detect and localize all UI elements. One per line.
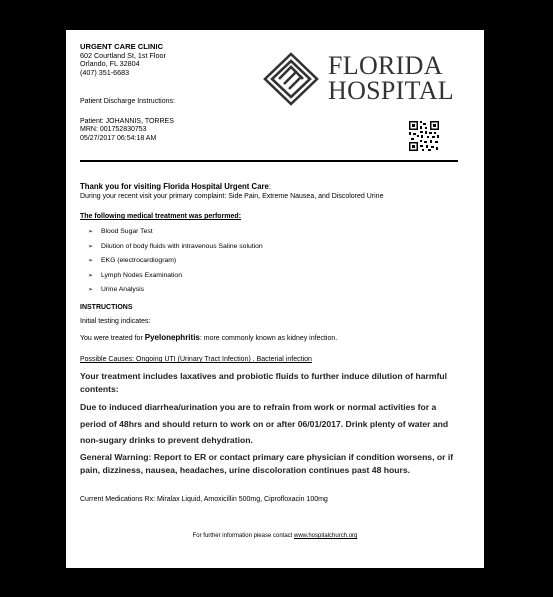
footer [66,533,484,539]
clinic-address-line2: Orlando, FL 32804 [80,59,140,69]
primary-complaint: During your recent visit your primary complaint: Side Pain, Extreme Nausea, and Discolored Urine [80,193,384,200]
diagnosis-line [80,333,337,342]
logo-line-florida: FLORIDA [328,51,443,80]
treatment-label: Urine Analysis [101,286,145,294]
hospital-logo-icon [262,51,320,107]
footer-link[interactable]: www.hospitalchurch.org [294,533,358,539]
possible-causes: Possible Causes: Ongoing UTI (Urinary Tract Infection) . Bacterial infection [80,356,312,363]
patient-mrn: MRN: 001752830753 [80,126,147,134]
discharge-title: Patient Discharge Instructions: [80,98,175,105]
logo-line-hospital: HOSPITAL [328,76,454,105]
footer-text: For further information please contact [192,533,294,539]
patient-info [80,118,174,143]
arrow-bullet-icon: ➢ [88,243,94,250]
list-item [88,225,263,240]
treatment-label: EKG (electrocardiogram) [101,257,177,265]
list-item [88,283,263,298]
florida-hospital-logo [262,51,454,107]
general-warning-paragraph: General Warning: Report to ER or contact primary care physician if condition worsens, or if pain, dizziness, nausea, headaches, urine discoloration continues past 48 hours. [80,452,454,475]
diagnosis-prefix: You were treated for [80,335,145,342]
treatment-heading: The following medical treatment was performed: [80,213,242,220]
current-medications: Current Medications Rx: Miralax Liquid, Amoxicillin 500mg, Ciprofloxacin 100mg [80,496,328,503]
arrow-bullet-icon: ➢ [88,287,94,294]
clinic-phone: (407) 351-6683 [80,67,130,77]
treatment-list [88,225,263,298]
list-item [88,269,263,284]
discharge-document [66,30,484,568]
treatment-label: Dilution of body fluids with intravenous Saline solution [101,242,263,250]
list-item [88,240,263,255]
treatment-paragraph: Your treatment includes laxatives and probiotic fluids to further induce dilution of harmful contents: [80,371,448,394]
treatment-label: Blood Sugar Test [101,228,153,235]
initial-testing: Initial testing indicates: [80,318,151,325]
work-restriction-paragraph: Due to induced diarrhea/urination you are to refrain from work or normal activities for a period of 48hrs and should return to work on or after 06/01/2017. Drink plenty of water and non-sugary drinks to prevent dehydration. [80,402,449,445]
logo-wordmark [328,53,454,103]
thanks-suffix: : [268,182,272,191]
arrow-bullet-icon: ➢ [88,229,94,235]
qr-code-icon [408,120,440,152]
arrow-bullet-icon: ➢ [88,272,94,279]
clinic-name: URGENT CARE CLINIC [80,42,164,51]
thanks-prefix: Thank you for visiting [80,182,164,191]
diagnosis-suffix: : more commonly known as kidney infection. [199,335,338,342]
arrow-bullet-icon: ➢ [88,258,94,265]
diagnosis-name: Pyelonephritis [144,333,200,342]
clinic-address-line1: 602 Courtland St, 1st Floor [80,50,166,60]
clinic-info [80,43,166,77]
list-item [88,254,263,269]
header-divider [80,160,458,162]
visit-datetime: 05/27/2017 06:54:18 AM [80,134,157,142]
instructions-heading: INSTRUCTIONS [80,304,133,311]
treatment-label: Lymph Nodes Examination [101,271,182,279]
patient-name: Patient: JOHANNIS, TORRES [80,118,174,125]
thank-you-line [80,182,271,191]
thanks-clinic: Florida Hospital Urgent Care [163,182,269,191]
